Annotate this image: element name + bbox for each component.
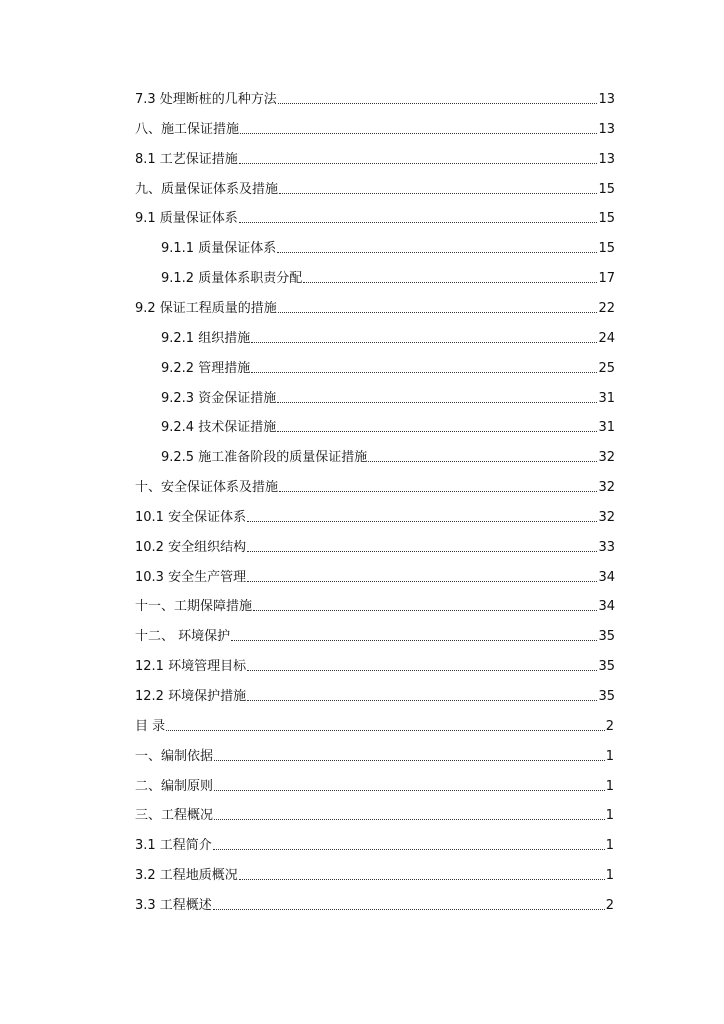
dot-leader <box>214 790 605 791</box>
toc-entry-title: 目 录 <box>135 718 166 734</box>
toc-entry <box>135 653 615 675</box>
dot-leader <box>251 372 597 373</box>
toc-entry-title: 9.1.1 质量保证体系 <box>161 241 277 257</box>
dot-leader <box>166 730 605 731</box>
dot-leader <box>277 402 597 403</box>
toc-entry <box>135 534 615 556</box>
toc-entry <box>135 474 615 496</box>
toc-entry-title: 12.2 环境保护措施 <box>135 689 247 704</box>
dot-leader <box>247 551 597 552</box>
toc-entry <box>135 504 615 526</box>
toc-entry-title: 9.2.4 技术保证措施 <box>161 420 277 436</box>
toc-entry-title: 3.3 工程概述 <box>135 897 212 913</box>
toc-entry-page: 15 <box>598 181 615 197</box>
dot-leader <box>253 610 597 611</box>
dot-leader <box>277 252 597 253</box>
toc-entry <box>135 593 615 615</box>
dot-leader <box>213 909 605 910</box>
toc-entry-page: 35 <box>598 629 615 645</box>
toc-entry-title: 7.3 处理断桩的几种方法 <box>135 92 277 107</box>
toc-entry-title: 九、质量保证体系及措施 <box>135 181 279 197</box>
toc-entry <box>135 86 615 108</box>
toc-entry <box>135 743 614 765</box>
toc-entry <box>161 265 615 287</box>
toc-entry-page: 32 <box>598 450 615 466</box>
dot-leader <box>278 103 598 104</box>
toc-entry-title: 三、工程概况 <box>135 808 214 824</box>
toc-entry-page: 31 <box>598 390 615 406</box>
toc-entry <box>161 385 615 407</box>
toc-entry-page: 1 <box>605 868 614 884</box>
dot-leader <box>231 640 597 641</box>
dot-leader <box>213 849 605 850</box>
toc-entry <box>135 146 615 168</box>
toc-entry <box>135 892 614 914</box>
toc-entry-page: 2 <box>605 897 614 913</box>
toc-entry-page: 13 <box>598 151 615 167</box>
toc-entry-title: 8.1 工艺保证措施 <box>135 151 238 167</box>
toc-entry-page: 1 <box>605 778 614 794</box>
toc-entry-page: 25 <box>598 360 615 376</box>
toc-entry-title: 12.1 环境管理目标 <box>135 659 247 675</box>
toc-entry-page: 24 <box>598 330 615 346</box>
toc-entry-page: 1 <box>605 838 614 854</box>
toc-entry-page: 13 <box>598 92 615 107</box>
toc-entry-title: 十、安全保证体系及措施 <box>135 480 279 496</box>
dot-leader <box>239 163 598 164</box>
toc-entry-page: 31 <box>598 420 615 436</box>
toc-entry <box>135 683 615 705</box>
dot-leader <box>279 193 597 194</box>
dot-leader <box>247 700 597 701</box>
toc-entry <box>135 832 614 854</box>
toc-entry-page: 35 <box>598 659 615 675</box>
toc-entry-title: 10.3 安全生产管理 <box>135 569 247 585</box>
toc-entry-title: 3.2 工程地质概况 <box>135 868 238 884</box>
dot-leader <box>239 222 598 223</box>
toc-entry-title: 9.2 保证工程质量的措施 <box>135 300 277 316</box>
toc-entry-page: 15 <box>598 211 615 227</box>
toc-entry <box>135 116 615 138</box>
toc-entry-page: 1 <box>605 748 614 764</box>
dot-leader <box>278 312 598 313</box>
dot-leader <box>279 491 597 492</box>
dot-leader <box>214 819 605 820</box>
dot-leader <box>214 760 605 761</box>
dot-leader <box>277 431 597 432</box>
toc-entry-page: 15 <box>598 241 615 257</box>
toc-entry-title: 一、编制依据 <box>135 748 214 764</box>
dot-leader <box>239 879 605 880</box>
toc-entry <box>135 713 614 735</box>
dot-leader <box>368 461 597 462</box>
toc-entry <box>161 325 615 347</box>
toc-entry <box>135 564 615 586</box>
toc-entry-page: 22 <box>598 300 615 316</box>
toc-entry-page: 34 <box>598 569 615 585</box>
toc-entry-title: 10.2 安全组织结构 <box>135 539 247 555</box>
toc-entry-page: 34 <box>598 599 615 615</box>
toc-entry-page: 35 <box>598 689 615 704</box>
toc-entry-title: 9.1 质量保证体系 <box>135 211 238 227</box>
dot-leader <box>247 581 597 582</box>
toc-entry <box>161 355 615 377</box>
toc-entry <box>161 414 615 436</box>
toc-entry <box>161 235 615 257</box>
toc-entry <box>135 773 614 795</box>
toc-entry-page: 2 <box>605 718 614 734</box>
toc-entry-page: 32 <box>598 480 615 496</box>
toc-entry <box>135 862 614 884</box>
toc-entry-title: 二、编制原则 <box>135 778 214 794</box>
toc-entry-title: 9.2.3 资金保证措施 <box>161 390 277 406</box>
toc-entry-title: 9.2.5 施工准备阶段的质量保证措施 <box>161 450 368 466</box>
toc-entry-page: 17 <box>598 271 615 287</box>
dot-leader <box>303 282 597 283</box>
toc-entry-title: 9.2.2 管理措施 <box>161 360 251 376</box>
toc-entry-title: 八、施工保证措施 <box>135 121 240 137</box>
dot-leader <box>247 670 597 671</box>
toc-entry <box>161 444 615 466</box>
toc-entry-title: 3.1 工程简介 <box>135 838 212 854</box>
toc-entry-title: 十一、工期保障措施 <box>135 599 253 615</box>
toc-entry <box>135 176 615 198</box>
toc-entry-page: 32 <box>598 509 615 525</box>
toc-entry-title: 10.1 安全保证体系 <box>135 509 247 525</box>
toc-entry <box>135 802 614 824</box>
toc-entry-page: 33 <box>598 539 615 555</box>
toc-entry <box>135 623 615 645</box>
dot-leader <box>247 521 597 522</box>
toc-entry-title: 十二、 环境保护 <box>135 629 231 645</box>
toc-entry-page: 1 <box>605 808 614 824</box>
toc-entry-title: 9.1.2 质量体系职责分配 <box>161 271 303 287</box>
toc-entry-page: 13 <box>598 121 615 137</box>
toc-entry-title: 9.2.1 组织措施 <box>161 330 251 346</box>
dot-leader <box>240 133 597 134</box>
toc-entry <box>135 205 615 227</box>
toc-entry <box>135 295 615 317</box>
dot-leader <box>251 342 597 343</box>
